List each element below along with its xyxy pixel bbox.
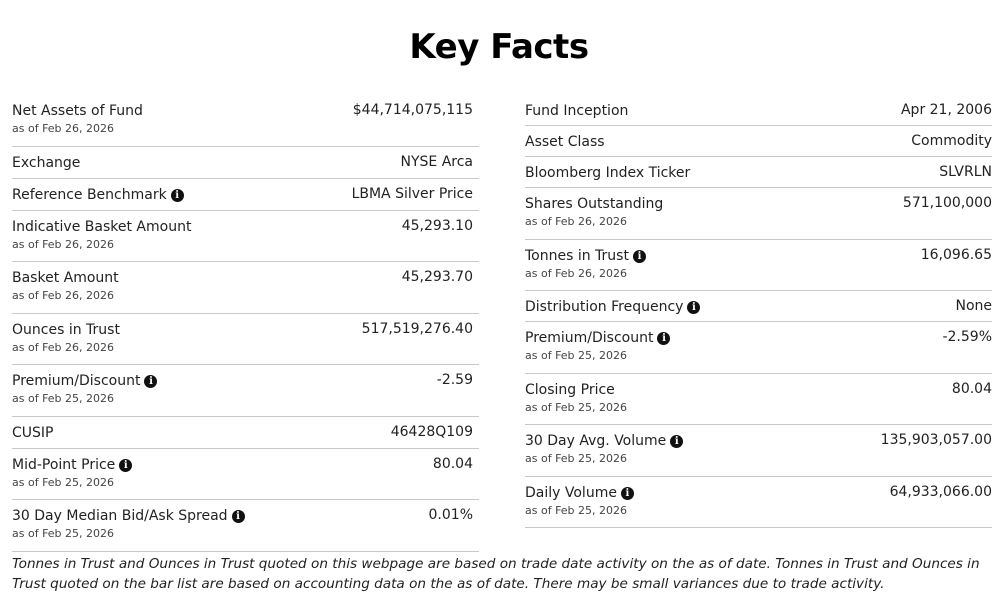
fact-value: LBMA Silver Price [351,185,473,202]
as-of-date: as of Feb 25, 2026 [12,527,115,540]
fact-label-text: Mid-Point Price [12,456,116,473]
fact-label-text: Fund Inception [525,103,629,119]
as-of-date: as of Feb 26, 2026 [525,215,628,228]
as-of-date: as of Feb 26, 2026 [12,289,115,302]
as-of-date: as of Feb 26, 2026 [12,237,115,251]
fact-value: 80.04 [432,455,473,472]
fact-value: NYSE Arca [400,153,473,170]
fact-value: -2.59 [436,372,473,388]
page-title: Key Facts [409,26,589,67]
fact-label-text: Indicative Basket Amount [12,218,192,235]
as-of-date: as of Feb 26, 2026 [525,266,628,280]
fact-label-text: Exchange [12,154,81,171]
fact-label-text: Bloomberg Index Ticker [525,165,691,181]
key-facts-left-column [12,95,479,552]
fact-row-mid-point-price [12,449,479,501]
fact-label-text: Shares Outstanding [525,196,664,212]
fact-label [12,372,157,390]
fact-value: 135,903,057.00 [880,432,992,448]
fact-value: 517,519,276.40 [361,320,473,337]
fact-label-text: Reference Benchmark [12,186,167,203]
fact-label-text: Asset Class [525,134,605,150]
info-icon[interactable]: i [633,250,646,263]
fact-row-premium-discount [12,365,479,417]
fact-label-text: Daily Volume [525,484,617,501]
key-facts-right-column [525,95,992,528]
fact-label [525,432,683,450]
fact-row-daily-volume [525,477,992,529]
fact-row-30-day-avg-volume [525,425,992,477]
fact-value: Apr 21, 2006 [900,102,992,118]
fact-row-tonnes-in-trust [525,240,992,292]
fact-label [525,164,690,182]
as-of-date: as of Feb 25, 2026 [12,475,115,489]
fact-row-ounces-in-trust [12,314,479,366]
fact-row-indicative-basket-amount [12,211,479,263]
fact-value: 46428Q109 [390,423,473,440]
fact-value: 0.01% [428,507,473,523]
fact-row-distribution-frequency [525,291,992,322]
fact-label [525,195,663,213]
fact-row-net-assets-of-fund [12,95,479,147]
fact-row-cusip [12,417,479,449]
fact-row-exchange [12,147,479,179]
fact-value: None [955,298,992,314]
fact-value: $44,714,075,115 [352,102,473,118]
fact-value: 45,293.70 [401,269,473,285]
fact-row-closing-price [525,374,992,426]
fact-value: Commodity [911,133,992,149]
as-of-date: as of Feb 26, 2026 [12,122,115,135]
fact-label [525,133,605,151]
info-icon[interactable]: i [657,332,670,345]
fact-label-text: Distribution Frequency [525,299,684,315]
info-icon[interactable]: i [171,189,184,202]
fact-row-basket-amount [12,262,479,314]
info-icon[interactable]: i [119,459,132,472]
footnote: Tonnes in Trust and Ounces in Trust quoted on this webpage are based on trade date activity on the as of date. Tonnes in Trust and Ounces in Trust quoted on the bar list are based on accounting data on the as of date. There may be small variances due to trade activity. [12,556,980,592]
fact-label-text: Net Assets of Fund [12,103,143,119]
fact-label [525,298,700,316]
fact-row-reference-benchmark [12,179,479,211]
as-of-date: as of Feb 25, 2026 [12,392,115,405]
fact-label-text: 30 Day Avg. Volume [525,433,667,449]
fact-label-text: CUSIP [12,424,54,441]
fact-label [525,247,646,265]
fact-row-premium-discount [525,322,992,374]
as-of-date: as of Feb 25, 2026 [525,503,628,517]
fact-value: 64,933,066.00 [889,483,992,500]
fact-label [525,381,615,399]
fact-label [12,507,245,525]
fact-label [12,269,119,287]
fact-label [12,456,132,474]
fact-label [12,186,184,204]
info-icon[interactable]: i [687,301,700,314]
fact-label [12,102,143,120]
fact-label-text: Ounces in Trust [12,321,120,338]
fact-label-text: Premium/Discount [12,373,141,389]
fact-row-bloomberg-index-ticker [525,157,992,188]
info-icon[interactable]: i [670,435,683,448]
fact-value: SLVRLN [939,164,992,180]
as-of-date: as of Feb 25, 2026 [525,452,628,465]
fact-label-text: 30 Day Median Bid/Ask Spread [12,508,228,524]
fact-label [525,484,634,502]
as-of-date: as of Feb 26, 2026 [12,340,115,354]
info-icon[interactable]: i [232,510,245,523]
fact-label [12,321,120,339]
fact-label [12,424,53,442]
fact-label [525,329,670,347]
fact-label-text: Premium/Discount [525,330,654,346]
fact-value: -2.59% [942,329,992,345]
info-icon[interactable]: i [144,375,157,388]
info-icon[interactable]: i [621,487,634,500]
fact-value: 16,096.65 [920,246,992,263]
as-of-date: as of Feb 25, 2026 [525,400,628,414]
fact-value: 80.04 [951,380,992,397]
fact-row-30-day-median-bid-ask-spread [12,500,479,552]
fact-label [12,154,80,172]
as-of-date: as of Feb 25, 2026 [525,349,628,362]
fact-value: 571,100,000 [902,195,992,211]
fact-label [12,218,191,236]
fact-label-text: Closing Price [525,381,615,398]
fact-row-asset-class [525,126,992,157]
fact-value: 45,293.10 [401,217,473,234]
fact-label [525,102,628,120]
fact-label-text: Tonnes in Trust [525,247,629,264]
fact-row-fund-inception [525,95,992,126]
fact-row-shares-outstanding [525,188,992,240]
fact-label-text: Basket Amount [12,270,119,286]
